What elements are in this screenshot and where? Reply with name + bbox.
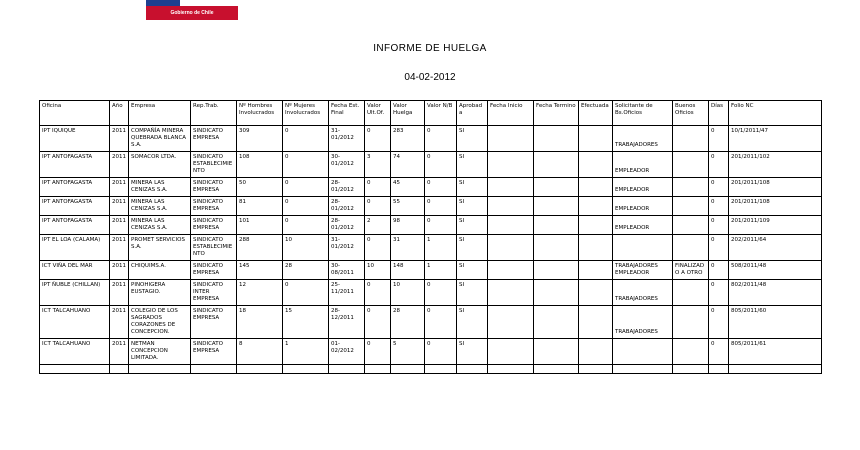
table-cell: 288 <box>237 235 283 261</box>
table-cell: 201/2011/102 <box>729 152 822 178</box>
table-cell: 12 <box>237 280 283 306</box>
header-cell: Solicitante de Bs.Oficios <box>613 101 673 126</box>
table-cell: 508/2011/48 <box>729 261 822 280</box>
table-cell: 201/2011/109 <box>729 216 822 235</box>
table-cell <box>579 126 613 152</box>
table-cell: TRABAJADORES <box>613 126 673 152</box>
table-cell <box>488 306 534 339</box>
report-date: 04-02-2012 <box>404 72 456 83</box>
table-cell <box>534 178 579 197</box>
table-cell <box>534 261 579 280</box>
table-cell: 25-11/2011 <box>329 280 365 306</box>
table-cell: SI <box>457 235 488 261</box>
table-row <box>40 306 822 339</box>
header-cell: Nº Mujeres Involucrados <box>283 101 329 126</box>
table-row <box>40 339 822 365</box>
table-cell: 0 <box>283 152 329 178</box>
table-cell: SI <box>457 306 488 339</box>
table-cell <box>457 365 488 374</box>
strike-report-table <box>39 100 822 374</box>
table-row <box>40 235 822 261</box>
table-cell <box>129 365 191 374</box>
table-cell: 0 <box>709 261 729 280</box>
table-cell: IPT ANTOFAGASTA <box>40 197 110 216</box>
table-cell: ICT VIÑA DEL MAR <box>40 261 110 280</box>
table-cell: 0 <box>709 152 729 178</box>
table-row <box>40 197 822 216</box>
table-cell: 2011 <box>110 306 129 339</box>
table-cell <box>534 280 579 306</box>
table-cell: SI <box>457 339 488 365</box>
table-cell <box>329 365 365 374</box>
table-cell: 28-01/2012 <box>329 178 365 197</box>
table-cell: 0 <box>709 126 729 152</box>
table-cell: 0 <box>283 178 329 197</box>
header-cell: Folio NC <box>729 101 822 126</box>
table-cell: MINERA LAS CENIZAS S.A. <box>129 197 191 216</box>
table-cell <box>534 235 579 261</box>
table-cell <box>613 365 673 374</box>
table-cell <box>191 365 237 374</box>
table-cell: 01-02/2012 <box>329 339 365 365</box>
table-row <box>40 261 822 280</box>
table-cell: 0 <box>425 126 457 152</box>
table-cell: 81 <box>237 197 283 216</box>
table-cell: TRABAJADORES EMPLEADOR <box>613 261 673 280</box>
logo-text: Gobierno de Chile <box>146 6 238 20</box>
table-cell <box>673 365 709 374</box>
table-cell: PINOHIGERA EUSTAGIO. <box>129 280 191 306</box>
table-cell: 0 <box>709 339 729 365</box>
table-cell: 10 <box>283 235 329 261</box>
table-cell: CHIQUIMS.A. <box>129 261 191 280</box>
table-cell: TRABAJADORES <box>613 306 673 339</box>
table-cell <box>579 152 613 178</box>
table-cell: IPT EL LOA (CALAMA) <box>40 235 110 261</box>
header-cell: Fecha Inicio <box>488 101 534 126</box>
table-cell: 283 <box>391 126 425 152</box>
table-cell: SINDICATO EMPRESA <box>191 126 237 152</box>
table-cell <box>673 280 709 306</box>
table-cell: 0 <box>365 126 391 152</box>
table-cell: 0 <box>425 197 457 216</box>
table-cell: 15 <box>283 306 329 339</box>
table-cell: EMPLEADOR <box>613 178 673 197</box>
header-cell: Empresa <box>129 101 191 126</box>
table-cell: 0 <box>709 280 729 306</box>
table-cell: 0 <box>709 178 729 197</box>
table-cell <box>534 306 579 339</box>
table-cell: 10/1/2011/47 <box>729 126 822 152</box>
table-cell: 45 <box>391 178 425 197</box>
table-cell: SI <box>457 197 488 216</box>
table-cell: IPT ÑUBLE (CHILLAN) <box>40 280 110 306</box>
table-cell: 0 <box>283 216 329 235</box>
table-cell <box>579 339 613 365</box>
report-title: INFORME DE HUELGA <box>373 43 487 54</box>
table-cell: 2011 <box>110 126 129 152</box>
table-cell: EMPLEADOR <box>613 152 673 178</box>
table-cell: 0 <box>283 126 329 152</box>
table-cell <box>110 365 129 374</box>
table-cell: 28-01/2012 <box>329 216 365 235</box>
table-cell: 1 <box>425 261 457 280</box>
table-cell: 31 <box>391 235 425 261</box>
table-cell: 2011 <box>110 152 129 178</box>
table-cell <box>488 216 534 235</box>
table-cell: 2011 <box>110 280 129 306</box>
table-cell <box>488 365 534 374</box>
table-cell: 0 <box>709 235 729 261</box>
government-logo <box>146 0 238 20</box>
table-cell: IPT ANTOFAGASTA <box>40 216 110 235</box>
table-row <box>40 216 822 235</box>
table-cell <box>579 261 613 280</box>
table-cell: 18 <box>237 306 283 339</box>
table-cell: 2011 <box>110 216 129 235</box>
table-cell <box>673 339 709 365</box>
table-cell <box>673 152 709 178</box>
header-cell: Oficina <box>40 101 110 126</box>
header-cell: Rep.Trab. <box>191 101 237 126</box>
table-cell: SI <box>457 280 488 306</box>
table-cell: 31-01/2012 <box>329 235 365 261</box>
table-cell: 30-01/2012 <box>329 152 365 178</box>
table-cell: 0 <box>425 280 457 306</box>
table-cell: SINDICATO INTER EMPRESA <box>191 280 237 306</box>
table-cell <box>613 339 673 365</box>
table-cell: 2 <box>365 216 391 235</box>
table-cell: FINALIZADO A OTRO <box>673 261 709 280</box>
table-cell: 0 <box>425 152 457 178</box>
table-cell: 2011 <box>110 261 129 280</box>
table-cell: 201/2011/108 <box>729 178 822 197</box>
table-cell: NETMAN CONCEPCION LIMITADA. <box>129 339 191 365</box>
header-cell: Valor Huelga <box>391 101 425 126</box>
table-cell <box>237 365 283 374</box>
header-cell: Valor N/B <box>425 101 457 126</box>
table-cell: 74 <box>391 152 425 178</box>
table-cell: SINDICATO ESTABLECIMIENTO <box>191 152 237 178</box>
table-cell: 0 <box>365 197 391 216</box>
table-row <box>40 126 822 152</box>
table-cell <box>579 197 613 216</box>
table-cell <box>579 306 613 339</box>
table-cell: SINDICATO EMPRESA <box>191 261 237 280</box>
table-cell <box>488 178 534 197</box>
table-cell: 802/2011/48 <box>729 280 822 306</box>
table-cell: 30-08/2011 <box>329 261 365 280</box>
table-cell: 0 <box>365 280 391 306</box>
table-cell: 10 <box>391 280 425 306</box>
table-cell <box>283 365 329 374</box>
table-cell <box>579 235 613 261</box>
table-cell <box>488 261 534 280</box>
header-cell: Efectuada <box>579 101 613 126</box>
table-cell: 28 <box>283 261 329 280</box>
table-cell: MINERA LAS CENIZAS S.A. <box>129 178 191 197</box>
table-cell <box>365 365 391 374</box>
table-cell <box>673 197 709 216</box>
table-cell: EMPLEADOR <box>613 216 673 235</box>
table-cell <box>488 126 534 152</box>
table-cell <box>488 339 534 365</box>
table-cell: 309 <box>237 126 283 152</box>
table-cell: 0 <box>425 339 457 365</box>
table-cell: 2011 <box>110 235 129 261</box>
table-cell: 0 <box>365 235 391 261</box>
table-cell: IPT ANTOFAGASTA <box>40 152 110 178</box>
table-cell: 0 <box>283 197 329 216</box>
table-cell: 1 <box>283 339 329 365</box>
table-cell: 5 <box>391 339 425 365</box>
table-cell: 148 <box>391 261 425 280</box>
table-cell: SI <box>457 126 488 152</box>
table-cell: 28-01/2012 <box>329 197 365 216</box>
table-cell: 0 <box>709 216 729 235</box>
table-cell: 0 <box>425 306 457 339</box>
table-cell: 0 <box>709 197 729 216</box>
table-cell: 0 <box>365 306 391 339</box>
table-cell: 0 <box>709 306 729 339</box>
table-cell: TRABAJADORES <box>613 280 673 306</box>
table-cell: 0 <box>365 339 391 365</box>
table-header-row <box>40 101 822 126</box>
table-cell <box>488 280 534 306</box>
table-cell: SI <box>457 152 488 178</box>
table-cell <box>673 178 709 197</box>
table-cell: ICT TALCAHUANO <box>40 339 110 365</box>
table-cell <box>613 235 673 261</box>
table-cell <box>534 365 579 374</box>
table-cell: 201/2011/108 <box>729 197 822 216</box>
table-cell <box>579 178 613 197</box>
table-cell: 28-12/2011 <box>329 306 365 339</box>
table-cell: 0 <box>283 280 329 306</box>
table-cell: PROMET SERVICIOS S.A. <box>129 235 191 261</box>
table-cell: EMPLEADOR <box>613 197 673 216</box>
header-cell: Fecha Termino <box>534 101 579 126</box>
table-cell: SI <box>457 261 488 280</box>
table-cell <box>709 365 729 374</box>
header-cell: Fecha Est. Final <box>329 101 365 126</box>
table-cell: 50 <box>237 178 283 197</box>
table-cell <box>534 126 579 152</box>
table-cell: SINDICATO EMPRESA <box>191 197 237 216</box>
table-cell <box>40 365 110 374</box>
table-cell: SINDICATO EMPRESA <box>191 306 237 339</box>
table-cell: 805/2011/60 <box>729 306 822 339</box>
header-cell: Valor Ult.Of. <box>365 101 391 126</box>
table-cell: SOMACOR LTDA. <box>129 152 191 178</box>
table-cell <box>673 216 709 235</box>
table-cell: 31-01/2012 <box>329 126 365 152</box>
table-cell: IPT IQUIQUE <box>40 126 110 152</box>
table-cell: 101 <box>237 216 283 235</box>
table-cell: 108 <box>237 152 283 178</box>
table-cell <box>579 216 613 235</box>
table-cell <box>673 235 709 261</box>
table-cell <box>579 280 613 306</box>
table-row <box>40 152 822 178</box>
table-cell: 202/2011/64 <box>729 235 822 261</box>
header-cell: Buenos Oficios <box>673 101 709 126</box>
table-cell: SINDICATO ESTABLECIMIENTO <box>191 235 237 261</box>
table-cell <box>534 339 579 365</box>
table-cell: 2011 <box>110 178 129 197</box>
table-cell: ICT TALCAHUANO <box>40 306 110 339</box>
table-cell <box>673 126 709 152</box>
table-cell: 2011 <box>110 197 129 216</box>
table-cell: 805/2011/61 <box>729 339 822 365</box>
table-cell <box>488 152 534 178</box>
header-cell: Nº Hombres Involucrados <box>237 101 283 126</box>
table-cell: 3 <box>365 152 391 178</box>
table-cell: SINDICATO EMPRESA <box>191 339 237 365</box>
table-cell <box>534 197 579 216</box>
table-row <box>40 280 822 306</box>
table-cell: 145 <box>237 261 283 280</box>
table-cell <box>729 365 822 374</box>
table-cell: MINERA LAS CENIZAS S.A. <box>129 216 191 235</box>
table-cell <box>425 365 457 374</box>
table-cell <box>534 152 579 178</box>
table-cell: 10 <box>365 261 391 280</box>
table-cell <box>673 306 709 339</box>
header-cell: Aprobada <box>457 101 488 126</box>
table-cell: 2011 <box>110 339 129 365</box>
table-cell: 28 <box>391 306 425 339</box>
table-cell <box>579 365 613 374</box>
table-cell: IPT ANTOFAGASTA <box>40 178 110 197</box>
table-row <box>40 178 822 197</box>
table-cell: SI <box>457 216 488 235</box>
table-cell: 1 <box>425 235 457 261</box>
table-row-partial <box>40 365 822 374</box>
table-cell: 55 <box>391 197 425 216</box>
table-cell: SINDICATO EMPRESA <box>191 178 237 197</box>
table-cell: 98 <box>391 216 425 235</box>
table-cell: 8 <box>237 339 283 365</box>
table-cell: 0 <box>365 178 391 197</box>
table-cell <box>488 197 534 216</box>
table-cell: COLEGIO DE LOS SAGRADOS CORAZONES DE CONCEPCION. <box>129 306 191 339</box>
table-cell: SINDICATO EMPRESA <box>191 216 237 235</box>
table-cell: 0 <box>425 178 457 197</box>
header-cell: Días <box>709 101 729 126</box>
table-cell <box>534 216 579 235</box>
header-cell: Año <box>110 101 129 126</box>
table-cell: 0 <box>425 216 457 235</box>
table-cell: COMPAÑÍA MINERA QUEBRADA BLANCA S.A. <box>129 126 191 152</box>
table-cell <box>391 365 425 374</box>
table-cell: SI <box>457 178 488 197</box>
table-cell <box>488 235 534 261</box>
